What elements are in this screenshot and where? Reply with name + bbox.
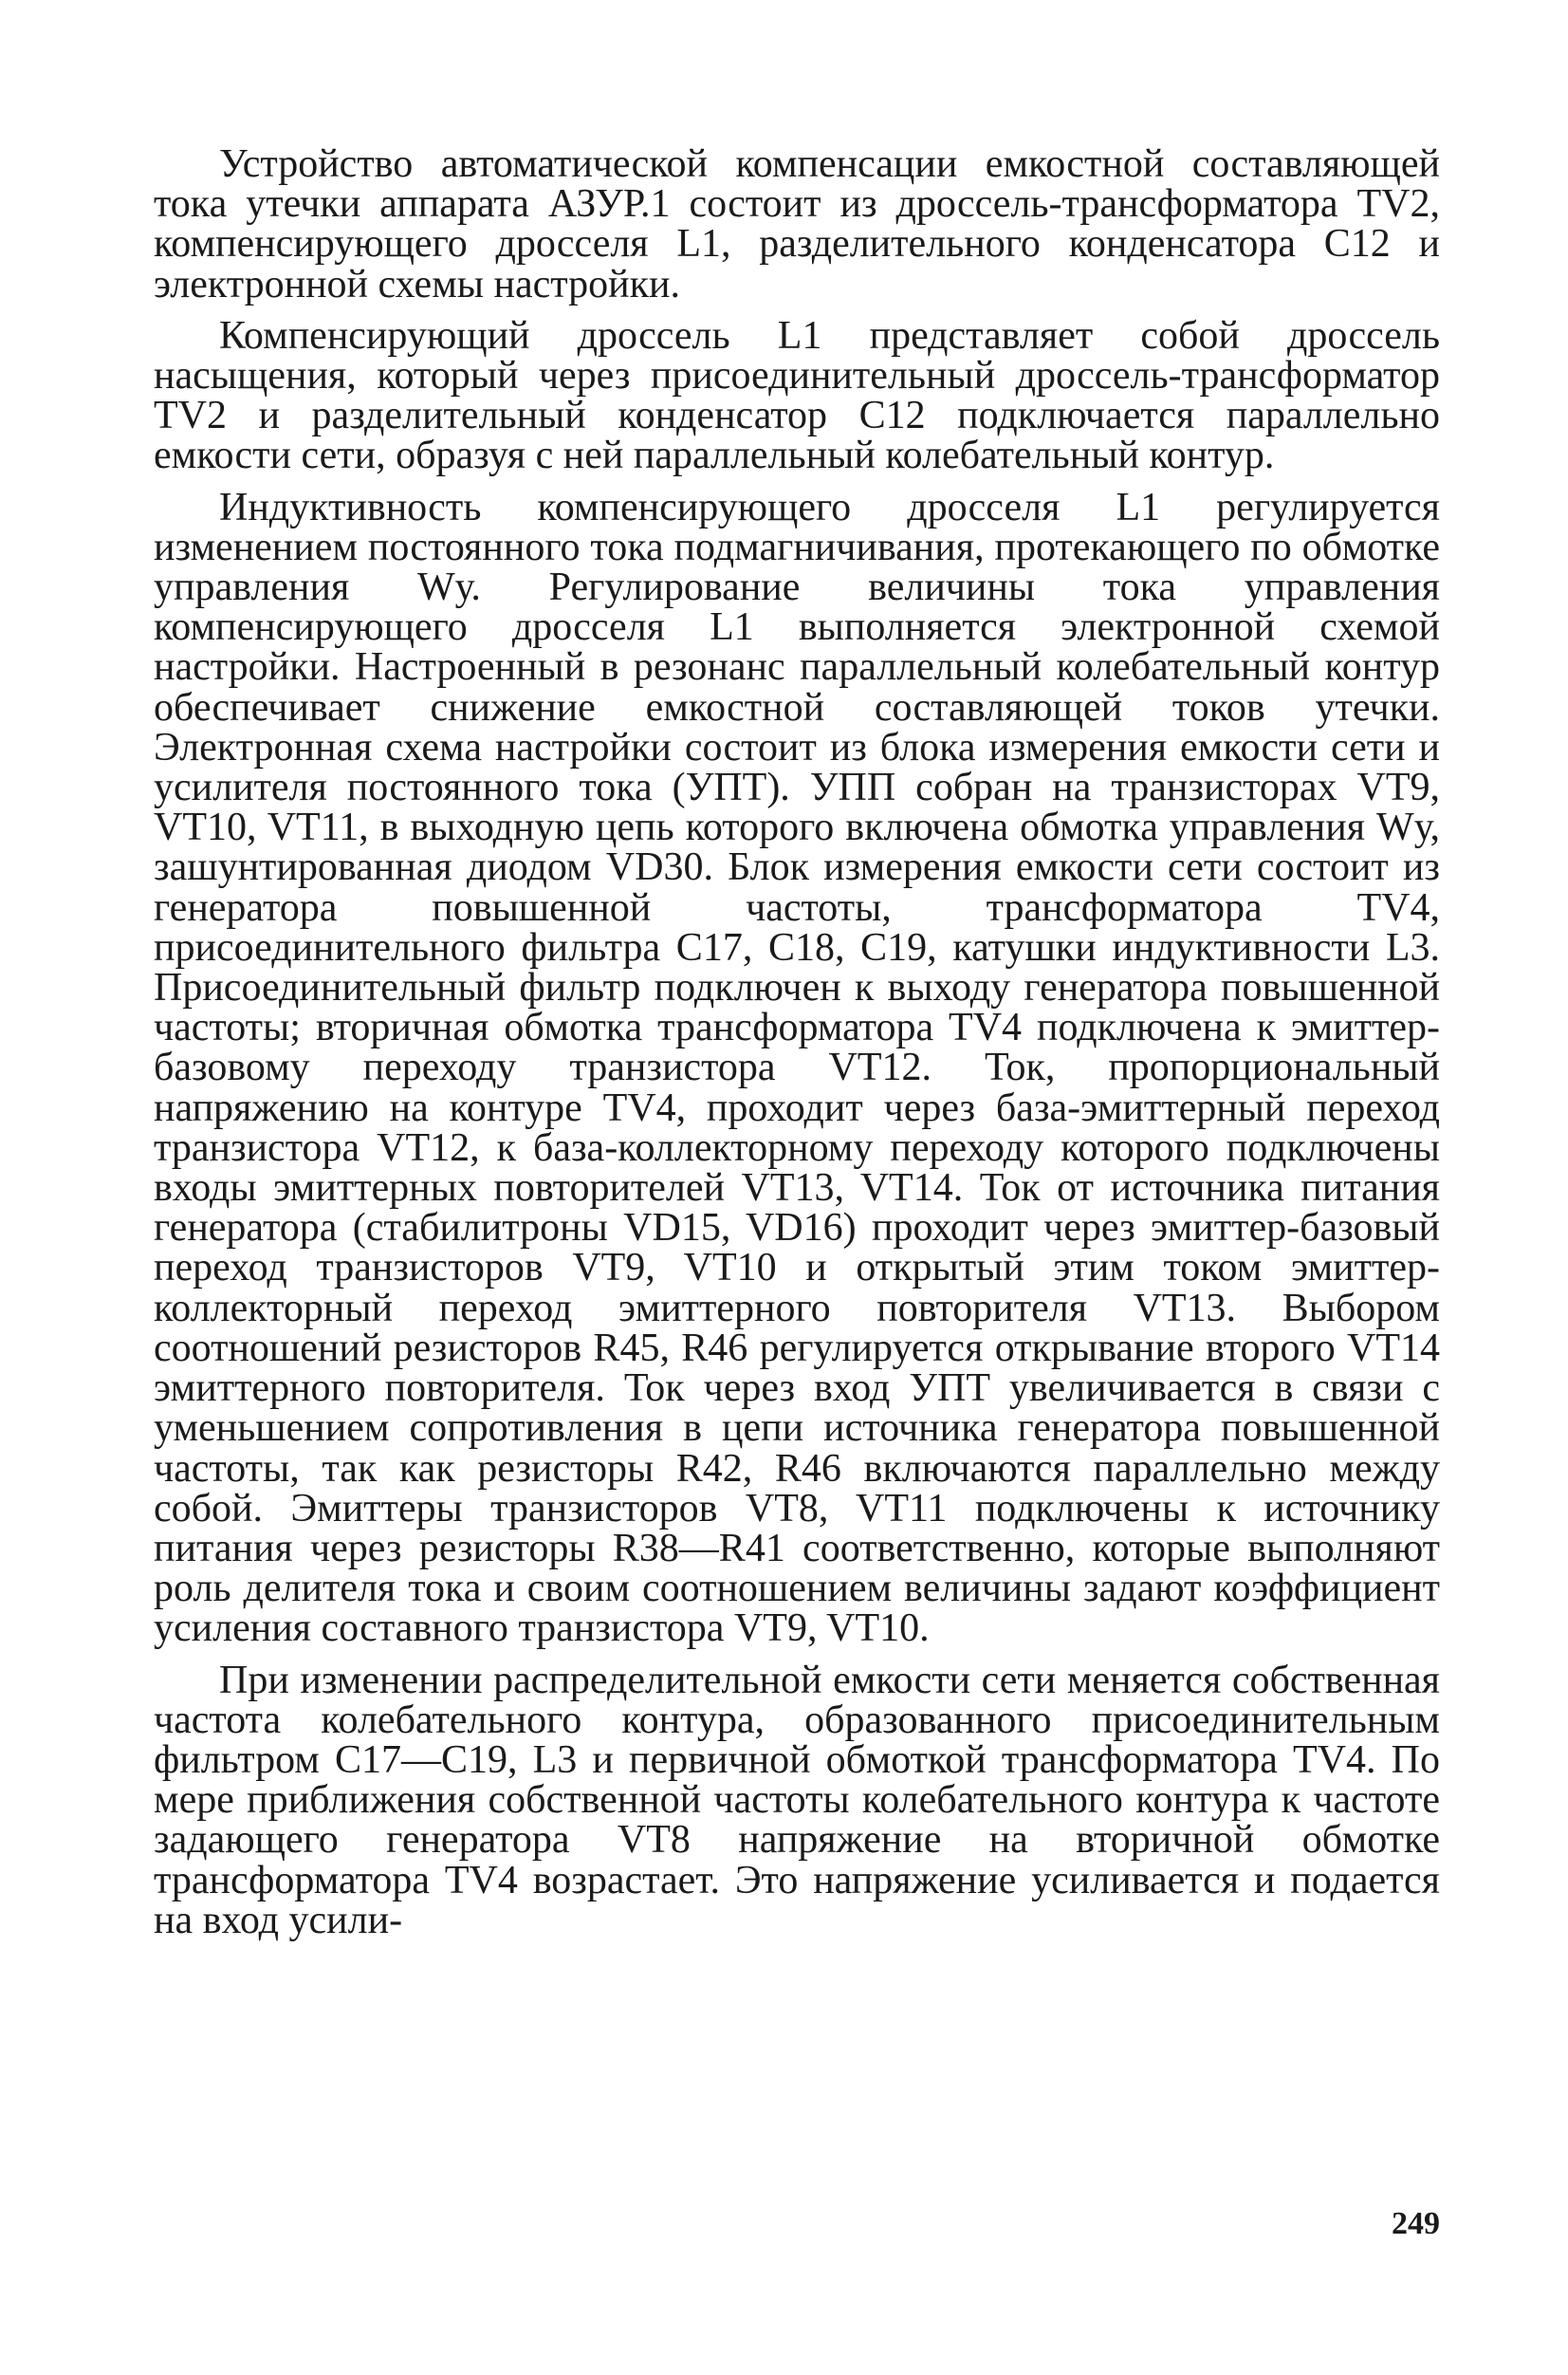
page-body bbox=[154, 144, 1440, 1940]
paragraph-2: Компенсирующий дроссель L1 представляет собой дроссель насыщения, который через присоединительный дроссель-трансформатор TV2 и разделительный конденсатор C12 подключается параллельно емкости сети, образуя с ней параллельный колебательный контур. bbox=[154, 313, 1440, 478]
paragraph-4: При изменении распределительной емкости сети меняется собственная частота колебательного контура, образованного присоединительным фильтром C17—C19, L3 и первичной обмоткой трансформатора TV4. По мере приближения собственной частоты колебательного контура к частоте задающего генератора VT8 напряжение на вторичной обмотке трансформатора TV4 возрастает. Это напряжение усиливается и подается на вход усили- bbox=[154, 1658, 1440, 1942]
page-number: 249 bbox=[1392, 2206, 1440, 2241]
paragraph-1: Устройство автоматической компенсации емкостной составляющей тока утечки аппарата АЗУР.1 состоит из дроссель-трансформатора TV2, компенсирующего дросселя L1, разделительного конденсатора C12 и электронной схемы настройки. bbox=[154, 142, 1440, 306]
paragraph-3: Индуктивность компенсирующего дросселя L1 регулируется изменением постоянного тока подмагничивания, протекающего по обмотке управления Wу. Регулирование величины тока управления компенсирующего дросселя L1 выполняется электронной схемой настройки. Настроенный в резонанс параллельный колебательный контур обеспечивает снижение емкостной составляющей токов утечки. Электронная схема настройки состоит из блока измерения емкости сети и усилителя постоянного тока (УПТ). УПП собран на транзисторах VT9, VT10, VT11, в выходную цепь которого включена обмотка управления Wу, зашунтированная диодом VD30. Блок измерения емкости сети состоит из генератора повышенной частоты, трансформатора TV4, присоединительного фильтра C17, C18, C19, катушки индуктивности L3. Присоединительный фильтр подключен к выходу генератора повышенной частоты; вторичная обмотка трансформатора TV4 подключена к эмиттер-базовому переходу транзистора VT12. Ток, пропорциональный напряжению на контуре TV4, проходит через база-эмиттерный переход транзистора VT12, к база-коллекторному переходу которого подключены входы эмиттерных повторителей VT13, VT14. Ток от источника питания генератора (стабилитроны VD15, VD16) проходит через эмиттер-базовый переход транзисторов VT9, VT10 и открытый этим током эмиттер-коллекторный переход эмиттерного повторителя VT13. Выбором соотношений резисторов R45, R46 регулируется открывание второго VT14 эмиттерного повторителя. Ток через вход УПТ увеличивается в связи с уменьшением сопротивления в цепи источника генератора повышенной частоты, так как резисторы R42, R46 включаются параллельно между собой. Эмиттеры транзисторов VT8, VT11 подключены к источнику питания через резисторы R38—R41 соответственно, которые выполняют роль делителя тока и своим соотношением величины задают коэффициент усиления составного транзистора VT9, VT10. bbox=[154, 485, 1440, 1651]
